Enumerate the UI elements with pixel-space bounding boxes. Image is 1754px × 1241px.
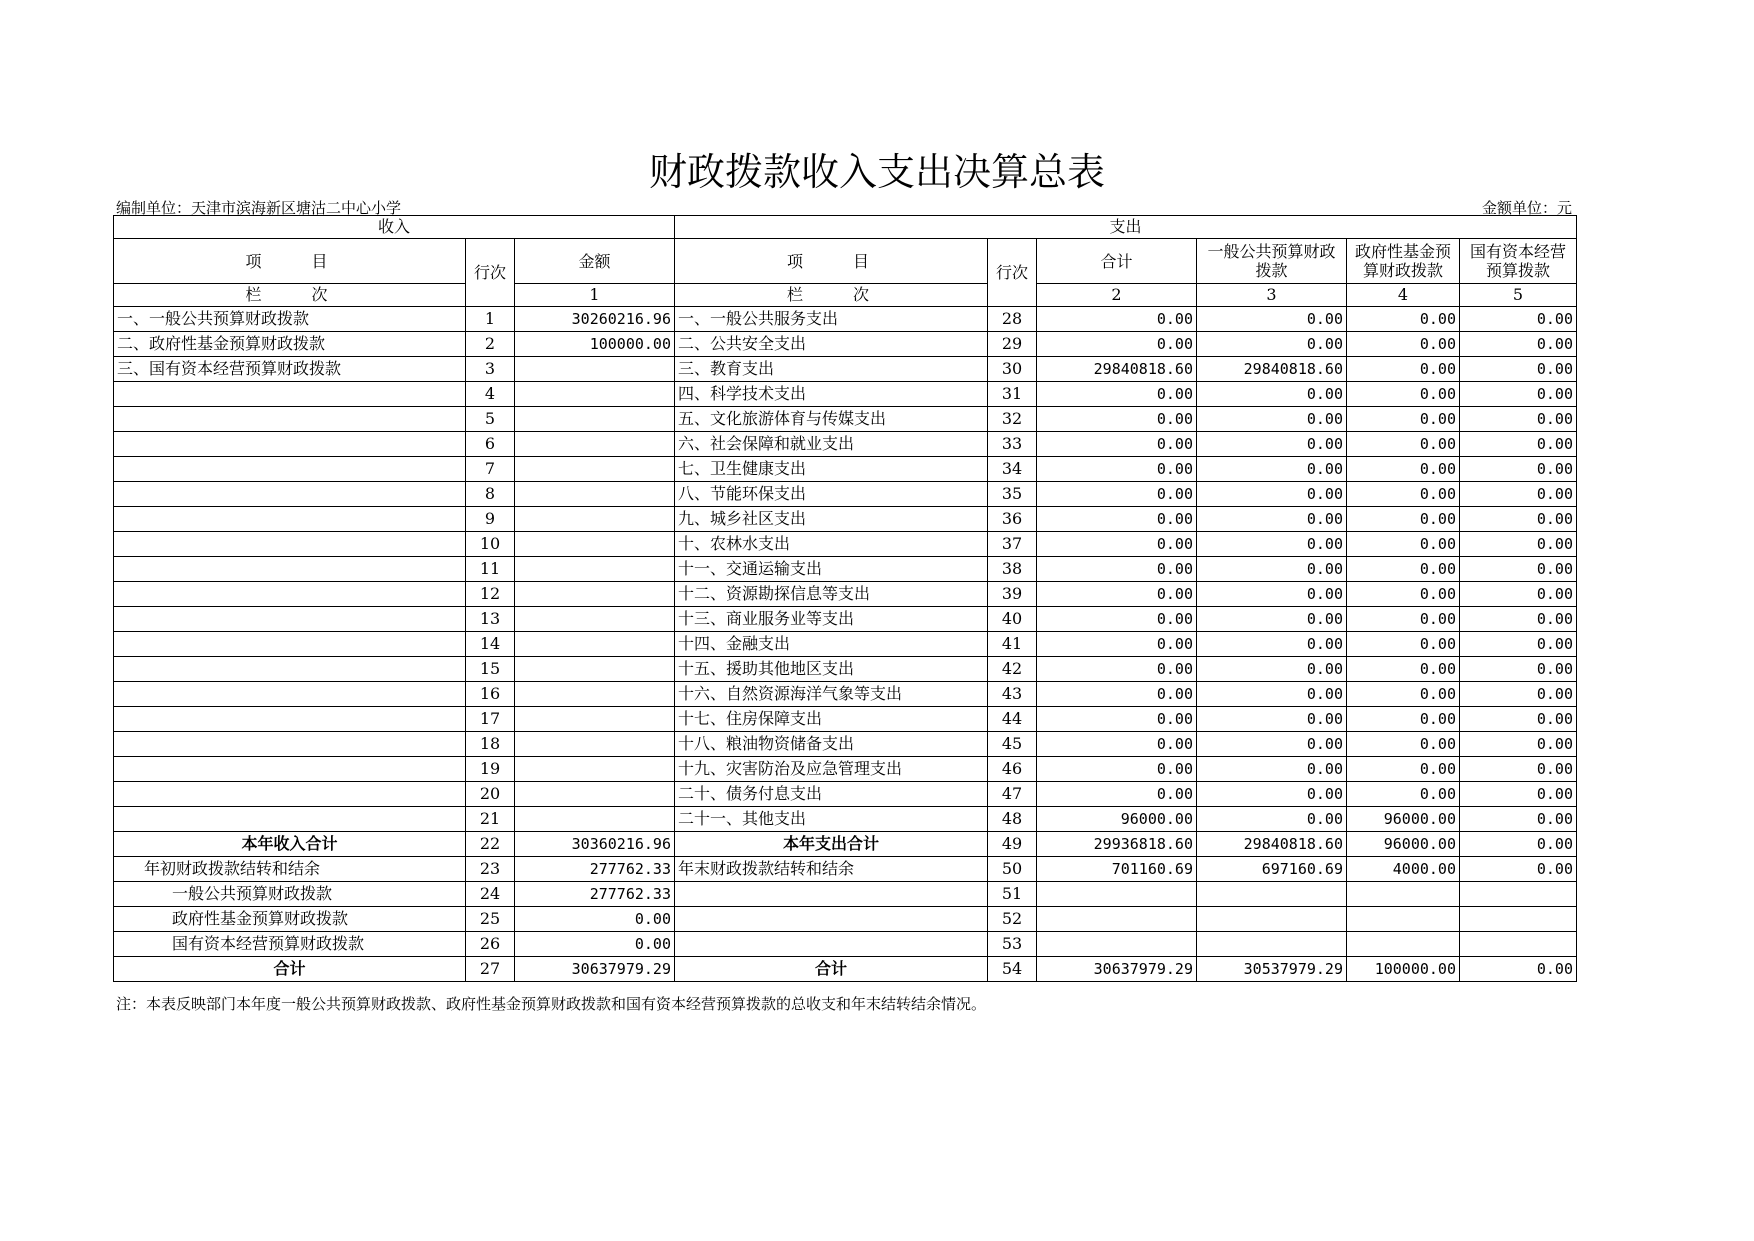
income-amount	[515, 532, 675, 557]
expense-item	[675, 932, 988, 957]
income-amount	[515, 757, 675, 782]
general-budget-amount: 0.00	[1197, 632, 1347, 657]
table-row	[114, 732, 1577, 757]
state-capital-amount: 0.00	[1460, 632, 1577, 657]
expense-item: 四、科学技术支出	[675, 382, 988, 407]
general-budget-amount: 0.00	[1197, 582, 1347, 607]
table-row	[114, 757, 1577, 782]
income-amount: 277762.33	[515, 857, 675, 882]
income-item: 一般公共预算财政拨款	[114, 882, 466, 907]
state-capital-amount: 0.00	[1460, 807, 1577, 832]
income-item	[114, 557, 466, 582]
expense-row-no: 54	[988, 957, 1037, 982]
income-item	[114, 707, 466, 732]
income-row-no: 13	[466, 607, 515, 632]
income-amount	[515, 657, 675, 682]
general-budget-amount: 0.00	[1197, 657, 1347, 682]
expense-item: 三、教育支出	[675, 357, 988, 382]
income-row-no: 22	[466, 832, 515, 857]
gov-fund-amount: 0.00	[1347, 532, 1460, 557]
income-row-no: 20	[466, 782, 515, 807]
income-amount: 30260216.96	[515, 307, 675, 332]
state-capital-amount: 0.00	[1460, 832, 1577, 857]
expense-item	[675, 882, 988, 907]
expense-item: 二十一、其他支出	[675, 807, 988, 832]
income-row-no: 27	[466, 957, 515, 982]
general-budget-amount: 0.00	[1197, 757, 1347, 782]
gov-fund-amount: 0.00	[1347, 457, 1460, 482]
income-item	[114, 732, 466, 757]
general-budget-amount: 29840818.60	[1197, 357, 1347, 382]
table-row	[114, 532, 1577, 557]
income-row-no: 16	[466, 682, 515, 707]
general-budget-amount: 0.00	[1197, 407, 1347, 432]
gov-fund-amount: 100000.00	[1347, 957, 1460, 982]
col-3-label: 3	[1197, 284, 1347, 307]
gov-fund-amount: 0.00	[1347, 682, 1460, 707]
income-amount: 30360216.96	[515, 832, 675, 857]
income-item	[114, 757, 466, 782]
table-row	[114, 307, 1577, 332]
income-amount	[515, 382, 675, 407]
expense-rowno-header: 行次	[988, 239, 1037, 307]
expense-total: 0.00	[1037, 782, 1197, 807]
general-budget-amount: 29840818.60	[1197, 832, 1347, 857]
expense-total-header: 合计	[1037, 239, 1197, 284]
income-row-no: 18	[466, 732, 515, 757]
expense-total: 0.00	[1037, 707, 1197, 732]
income-amount: 0.00	[515, 932, 675, 957]
income-row-no: 14	[466, 632, 515, 657]
expense-item: 十八、粮油物资储备支出	[675, 732, 988, 757]
expense-row-no: 31	[988, 382, 1037, 407]
income-row-no: 7	[466, 457, 515, 482]
gov-fund-amount: 0.00	[1347, 782, 1460, 807]
expense-item: 十二、资源勘探信息等支出	[675, 582, 988, 607]
unit-label: 金额单位：元	[1481, 199, 1572, 217]
state-capital-amount: 0.00	[1460, 857, 1577, 882]
state-capital-amount: 0.00	[1460, 457, 1577, 482]
income-item	[114, 632, 466, 657]
expense-row-no: 34	[988, 457, 1037, 482]
income-item	[114, 457, 466, 482]
income-amount	[515, 607, 675, 632]
expense-total: 0.00	[1037, 682, 1197, 707]
income-row-no: 5	[466, 407, 515, 432]
general-budget-amount: 0.00	[1197, 482, 1347, 507]
state-capital-header: 国有资本经营预算拨款	[1460, 239, 1577, 284]
income-item	[114, 407, 466, 432]
state-capital-amount: 0.00	[1460, 707, 1577, 732]
expense-row-no: 52	[988, 907, 1037, 932]
expense-total: 0.00	[1037, 482, 1197, 507]
col-5-label: 5	[1460, 284, 1577, 307]
expense-total: 0.00	[1037, 432, 1197, 457]
income-row-no: 23	[466, 857, 515, 882]
income-row-no: 24	[466, 882, 515, 907]
expense-item	[675, 907, 988, 932]
state-capital-amount	[1460, 882, 1577, 907]
carry-row	[114, 932, 1577, 957]
table-row	[114, 632, 1577, 657]
general-budget-header: 一般公共预算财政拨款	[1197, 239, 1347, 284]
table-row	[114, 782, 1577, 807]
income-amount: 30637979.29	[515, 957, 675, 982]
gov-fund-amount: 0.00	[1347, 582, 1460, 607]
gov-fund-amount: 0.00	[1347, 732, 1460, 757]
income-amount	[515, 582, 675, 607]
income-row-no: 12	[466, 582, 515, 607]
income-amount	[515, 457, 675, 482]
income-item	[114, 382, 466, 407]
gov-fund-header: 政府性基金预算财政拨款	[1347, 239, 1460, 284]
expense-total: 0.00	[1037, 607, 1197, 632]
general-budget-amount: 0.00	[1197, 682, 1347, 707]
income-amount	[515, 782, 675, 807]
expense-item: 十六、自然资源海洋气象等支出	[675, 682, 988, 707]
gov-fund-amount	[1347, 932, 1460, 957]
state-capital-amount: 0.00	[1460, 507, 1577, 532]
income-row-no: 25	[466, 907, 515, 932]
expense-item: 年末财政拨款结转和结余	[675, 857, 988, 882]
gov-fund-amount: 0.00	[1347, 757, 1460, 782]
expense-total: 96000.00	[1037, 807, 1197, 832]
gov-fund-amount: 96000.00	[1347, 832, 1460, 857]
gov-fund-amount: 0.00	[1347, 657, 1460, 682]
expense-row-no: 38	[988, 557, 1037, 582]
income-item: 年初财政拨款结转和结余	[114, 857, 466, 882]
income-row-no: 10	[466, 532, 515, 557]
state-capital-amount: 0.00	[1460, 307, 1577, 332]
income-item	[114, 507, 466, 532]
general-budget-amount: 0.00	[1197, 307, 1347, 332]
income-amount	[515, 632, 675, 657]
income-row-no: 26	[466, 932, 515, 957]
carry-row	[114, 857, 1577, 882]
expense-item: 十七、住房保障支出	[675, 707, 988, 732]
income-item	[114, 657, 466, 682]
expense-item: 六、社会保障和就业支出	[675, 432, 988, 457]
fiscal-table	[113, 215, 1577, 982]
income-amount-header: 金额	[515, 239, 675, 284]
expense-row-no: 36	[988, 507, 1037, 532]
expense-item: 十九、灾害防治及应急管理支出	[675, 757, 988, 782]
expense-row-no: 47	[988, 782, 1037, 807]
income-amount	[515, 682, 675, 707]
expense-total: 0.00	[1037, 457, 1197, 482]
state-capital-amount: 0.00	[1460, 682, 1577, 707]
expense-header: 支出	[675, 216, 1577, 239]
table-row	[114, 507, 1577, 532]
carry-row	[114, 907, 1577, 932]
income-row-no: 9	[466, 507, 515, 532]
state-capital-amount: 0.00	[1460, 607, 1577, 632]
state-capital-amount: 0.00	[1460, 582, 1577, 607]
expense-row-no: 37	[988, 532, 1037, 557]
expense-row-no: 40	[988, 607, 1037, 632]
general-budget-amount: 0.00	[1197, 507, 1347, 532]
gov-fund-amount: 0.00	[1347, 432, 1460, 457]
table-row	[114, 457, 1577, 482]
state-capital-amount: 0.00	[1460, 532, 1577, 557]
income-amount	[515, 557, 675, 582]
expense-row-no: 48	[988, 807, 1037, 832]
state-capital-amount: 0.00	[1460, 757, 1577, 782]
table-row	[114, 357, 1577, 382]
general-budget-amount: 697160.69	[1197, 857, 1347, 882]
state-capital-amount: 0.00	[1460, 357, 1577, 382]
expense-total: 0.00	[1037, 757, 1197, 782]
income-item: 合计	[114, 957, 466, 982]
gov-fund-amount: 96000.00	[1347, 807, 1460, 832]
income-row-no: 8	[466, 482, 515, 507]
expense-row-no: 49	[988, 832, 1037, 857]
expense-row-no: 41	[988, 632, 1037, 657]
state-capital-amount: 0.00	[1460, 657, 1577, 682]
expense-total: 701160.69	[1037, 857, 1197, 882]
expense-total: 29936818.60	[1037, 832, 1197, 857]
expense-total: 0.00	[1037, 532, 1197, 557]
general-budget-amount: 0.00	[1197, 457, 1347, 482]
expense-row-no: 30	[988, 357, 1037, 382]
income-item	[114, 532, 466, 557]
table-row	[114, 607, 1577, 632]
income-item	[114, 482, 466, 507]
gov-fund-amount: 0.00	[1347, 407, 1460, 432]
expense-total: 0.00	[1037, 582, 1197, 607]
income-amount	[515, 432, 675, 457]
expense-total: 0.00	[1037, 632, 1197, 657]
general-budget-amount: 0.00	[1197, 782, 1347, 807]
gov-fund-amount	[1347, 907, 1460, 932]
income-item-header: 项 目	[114, 239, 466, 284]
state-capital-amount: 0.00	[1460, 432, 1577, 457]
report-title: 财政拨款收入支出决算总表	[648, 150, 1105, 194]
income-row-no: 21	[466, 807, 515, 832]
gov-fund-amount: 0.00	[1347, 607, 1460, 632]
gov-fund-amount: 0.00	[1347, 707, 1460, 732]
table-note: 注：本表反映部门本年度一般公共预算财政拨款、政府性基金预算财政拨款和国有资本经营预算拨款的总收支和年末结转结余情况。	[116, 995, 987, 1013]
org-label: 编制单位：天津市滨海新区塘沽二中心小学	[116, 199, 402, 217]
general-budget-amount: 0.00	[1197, 807, 1347, 832]
income-amount	[515, 507, 675, 532]
expense-total: 30637979.29	[1037, 957, 1197, 982]
expense-item: 二、公共安全支出	[675, 332, 988, 357]
income-amount	[515, 407, 675, 432]
expense-row-no: 50	[988, 857, 1037, 882]
income-item	[114, 607, 466, 632]
income-item	[114, 807, 466, 832]
expense-item: 七、卫生健康支出	[675, 457, 988, 482]
income-item: 三、国有资本经营预算财政拨款	[114, 357, 466, 382]
state-capital-amount: 0.00	[1460, 382, 1577, 407]
expense-total: 0.00	[1037, 382, 1197, 407]
state-capital-amount: 0.00	[1460, 957, 1577, 982]
general-budget-amount: 0.00	[1197, 432, 1347, 457]
gov-fund-amount: 0.00	[1347, 357, 1460, 382]
expense-item: 十、农林水支出	[675, 532, 988, 557]
income-item	[114, 782, 466, 807]
expense-total: 0.00	[1037, 732, 1197, 757]
income-item: 政府性基金预算财政拨款	[114, 907, 466, 932]
expense-row-no: 46	[988, 757, 1037, 782]
expense-total: 29840818.60	[1037, 357, 1197, 382]
expense-item-header: 项 目	[675, 239, 988, 284]
table-row	[114, 707, 1577, 732]
gov-fund-amount: 0.00	[1347, 332, 1460, 357]
table-row	[114, 682, 1577, 707]
gov-fund-amount: 0.00	[1347, 307, 1460, 332]
gov-fund-amount: 0.00	[1347, 507, 1460, 532]
state-capital-amount: 0.00	[1460, 407, 1577, 432]
state-capital-amount: 0.00	[1460, 482, 1577, 507]
expense-item: 二十、债务付息支出	[675, 782, 988, 807]
general-budget-amount: 0.00	[1197, 732, 1347, 757]
expense-item: 合计	[675, 957, 988, 982]
gov-fund-amount: 0.00	[1347, 632, 1460, 657]
income-item	[114, 432, 466, 457]
table-row	[114, 382, 1577, 407]
expense-row-no: 53	[988, 932, 1037, 957]
expense-row-no: 51	[988, 882, 1037, 907]
income-row-no: 15	[466, 657, 515, 682]
col-4-label: 4	[1347, 284, 1460, 307]
income-amount	[515, 482, 675, 507]
col-1-label: 1	[515, 284, 675, 307]
general-budget-amount: 0.00	[1197, 557, 1347, 582]
expense-row-no: 39	[988, 582, 1037, 607]
expense-total: 0.00	[1037, 557, 1197, 582]
expense-row-no: 35	[988, 482, 1037, 507]
income-item: 一、一般公共预算财政拨款	[114, 307, 466, 332]
expense-total	[1037, 907, 1197, 932]
expense-item: 十五、援助其他地区支出	[675, 657, 988, 682]
income-item: 本年收入合计	[114, 832, 466, 857]
income-header: 收入	[114, 216, 675, 239]
general-budget-amount: 30537979.29	[1197, 957, 1347, 982]
carry-row	[114, 882, 1577, 907]
income-row-no: 11	[466, 557, 515, 582]
expense-total: 0.00	[1037, 507, 1197, 532]
general-budget-amount: 0.00	[1197, 382, 1347, 407]
expense-item: 本年支出合计	[675, 832, 988, 857]
expense-item: 十四、金融支出	[675, 632, 988, 657]
table-row	[114, 407, 1577, 432]
expense-item: 八、节能环保支出	[675, 482, 988, 507]
expense-item: 十一、交通运输支出	[675, 557, 988, 582]
table-row	[114, 582, 1577, 607]
expense-row-no: 42	[988, 657, 1037, 682]
col-2-label: 2	[1037, 284, 1197, 307]
expense-lanci-label: 栏 次	[675, 284, 988, 307]
expense-item: 五、文化旅游体育与传媒支出	[675, 407, 988, 432]
income-amount	[515, 807, 675, 832]
general-budget-amount: 0.00	[1197, 532, 1347, 557]
income-rowno-header: 行次	[466, 239, 515, 307]
expense-row-no: 29	[988, 332, 1037, 357]
income-item	[114, 682, 466, 707]
expense-total: 0.00	[1037, 407, 1197, 432]
income-lanci-label: 栏 次	[114, 284, 466, 307]
state-capital-amount: 0.00	[1460, 557, 1577, 582]
income-row-no: 17	[466, 707, 515, 732]
general-budget-amount	[1197, 882, 1347, 907]
state-capital-amount	[1460, 932, 1577, 957]
expense-row-no: 28	[988, 307, 1037, 332]
expense-item: 一、一般公共服务支出	[675, 307, 988, 332]
income-amount: 100000.00	[515, 332, 675, 357]
state-capital-amount	[1460, 907, 1577, 932]
general-budget-amount: 0.00	[1197, 707, 1347, 732]
table-row	[114, 807, 1577, 832]
table-row	[114, 657, 1577, 682]
income-amount: 0.00	[515, 907, 675, 932]
state-capital-amount: 0.00	[1460, 732, 1577, 757]
expense-total	[1037, 932, 1197, 957]
expense-row-no: 33	[988, 432, 1037, 457]
general-budget-amount	[1197, 932, 1347, 957]
expense-total: 0.00	[1037, 307, 1197, 332]
general-budget-amount: 0.00	[1197, 332, 1347, 357]
expense-total: 0.00	[1037, 657, 1197, 682]
gov-fund-amount: 0.00	[1347, 482, 1460, 507]
income-amount	[515, 707, 675, 732]
grand-total-row	[114, 957, 1577, 982]
income-item: 国有资本经营预算财政拨款	[114, 932, 466, 957]
expense-total	[1037, 882, 1197, 907]
income-item	[114, 582, 466, 607]
income-row-no: 6	[466, 432, 515, 457]
income-amount: 277762.33	[515, 882, 675, 907]
expense-item: 十三、商业服务业等支出	[675, 607, 988, 632]
state-capital-amount: 0.00	[1460, 332, 1577, 357]
expense-row-no: 32	[988, 407, 1037, 432]
income-amount	[515, 357, 675, 382]
gov-fund-amount: 0.00	[1347, 557, 1460, 582]
income-row-no: 3	[466, 357, 515, 382]
table-row	[114, 557, 1577, 582]
expense-row-no: 43	[988, 682, 1037, 707]
expense-row-no: 45	[988, 732, 1037, 757]
income-item: 二、政府性基金预算财政拨款	[114, 332, 466, 357]
income-amount	[515, 732, 675, 757]
income-row-no: 4	[466, 382, 515, 407]
gov-fund-amount: 4000.00	[1347, 857, 1460, 882]
expense-item: 九、城乡社区支出	[675, 507, 988, 532]
expense-row-no: 44	[988, 707, 1037, 732]
year-total-row	[114, 832, 1577, 857]
income-row-no: 19	[466, 757, 515, 782]
table-row	[114, 482, 1577, 507]
table-row	[114, 432, 1577, 457]
income-row-no: 1	[466, 307, 515, 332]
state-capital-amount: 0.00	[1460, 782, 1577, 807]
general-budget-amount: 0.00	[1197, 607, 1347, 632]
gov-fund-amount: 0.00	[1347, 382, 1460, 407]
table-row	[114, 332, 1577, 357]
expense-total: 0.00	[1037, 332, 1197, 357]
income-row-no: 2	[466, 332, 515, 357]
general-budget-amount	[1197, 907, 1347, 932]
gov-fund-amount	[1347, 882, 1460, 907]
